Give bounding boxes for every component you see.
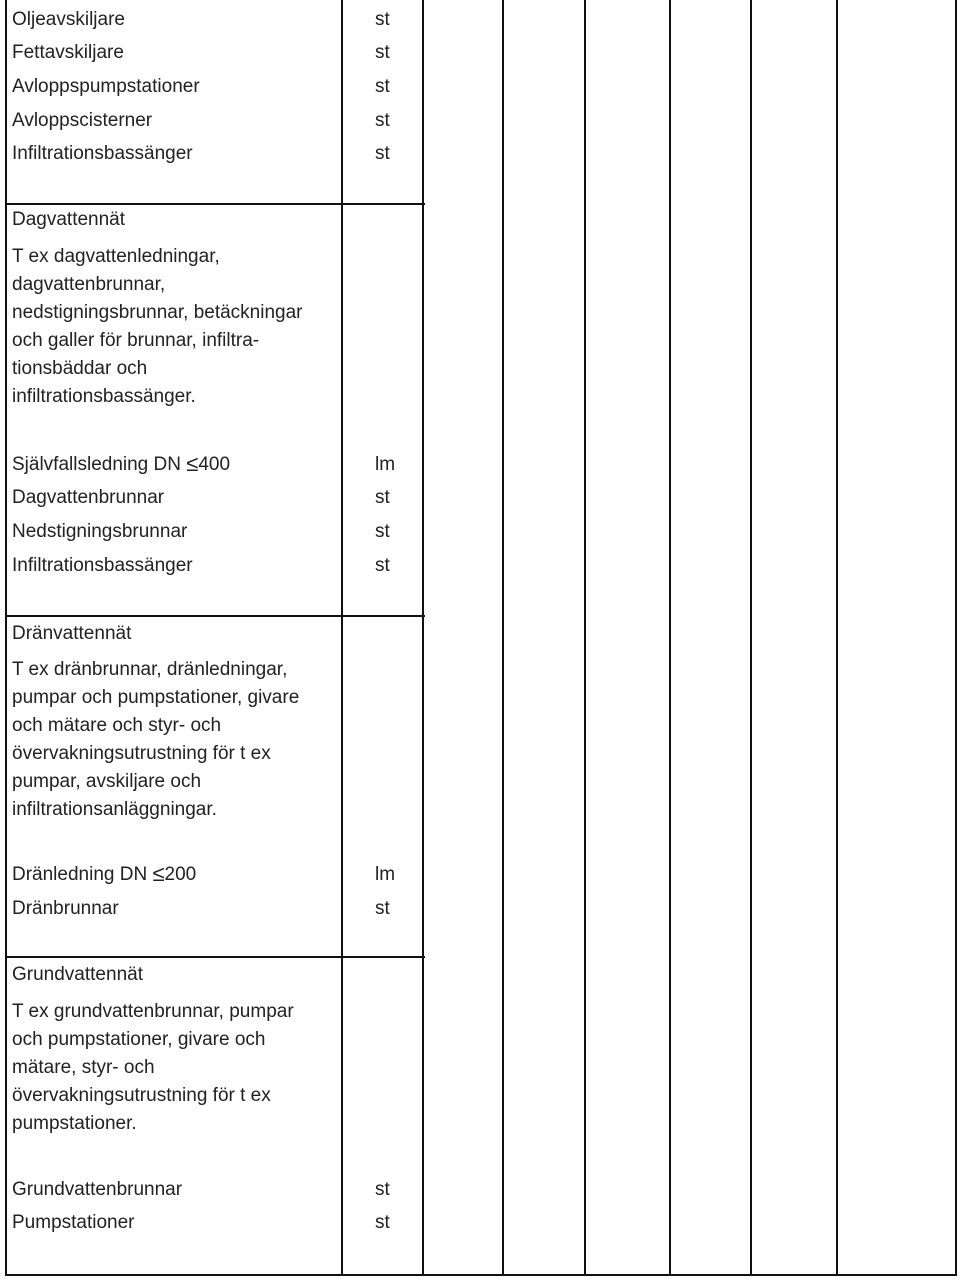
row-unit: st xyxy=(375,487,390,508)
row-label: Nedstigningsbrunnar xyxy=(12,521,188,542)
row-label xyxy=(12,451,230,479)
row-unit: st xyxy=(375,521,390,542)
section-divider xyxy=(7,615,425,617)
row-label: Avloppscisterner xyxy=(12,110,153,131)
row-unit: st xyxy=(375,555,390,576)
column-divider xyxy=(750,0,752,1274)
row-label: Dränbrunnar xyxy=(12,898,119,919)
row-label: Grundvattenbrunnar xyxy=(12,1179,183,1200)
column-divider xyxy=(502,0,504,1274)
section-divider xyxy=(7,956,425,958)
column-divider xyxy=(341,0,343,1274)
row-label: Oljeavskiljare xyxy=(12,9,125,30)
row-unit: st xyxy=(375,1179,390,1200)
section-heading: Grundvattennät xyxy=(12,964,143,985)
row-label xyxy=(12,861,196,889)
row-unit: st xyxy=(375,143,390,164)
row-unit: lm xyxy=(375,454,396,475)
less-equal-symbol: ≤ xyxy=(152,861,165,886)
row-label: Fettavskiljare xyxy=(12,42,124,63)
section-heading: Dagvattennät xyxy=(12,209,126,230)
column-divider xyxy=(584,0,586,1274)
section-description: T ex dagvattenledningar, dagvattenbrunnar, nedstigningsbrunnar, betäckningar och galler för brunnar, infiltra- tionsbäddar och infiltrationsbassänger. xyxy=(12,246,303,407)
section-description: T ex grundvattenbrunnar, pumpar och pumpstationer, givare och mätare, styr- och övervakningsutrustning för t ex pumpstationer. xyxy=(12,1001,294,1134)
quantity-table xyxy=(5,0,957,1276)
row-label: Infiltrationsbassänger xyxy=(12,143,193,164)
row-unit: st xyxy=(375,9,390,30)
section-heading: Dränvattennät xyxy=(12,623,132,644)
row-unit: st xyxy=(375,1212,390,1233)
row-label-prefix: Självfallsledning DN xyxy=(12,454,187,475)
row-label: Dagvattenbrunnar xyxy=(12,487,165,508)
column-divider xyxy=(422,0,424,1274)
section-divider xyxy=(7,203,425,205)
column-divider xyxy=(836,0,838,1274)
column-divider xyxy=(669,0,671,1274)
row-label-prefix: Dränledning DN xyxy=(12,864,153,885)
less-equal-symbol: ≤ xyxy=(186,451,199,476)
row-label: Pumpstationer xyxy=(12,1212,135,1233)
row-label: Avloppspumpstationer xyxy=(12,76,200,97)
row-unit: st xyxy=(375,110,390,131)
row-unit: lm xyxy=(375,864,396,885)
row-label: Infiltrationsbassänger xyxy=(12,555,193,576)
section-description: T ex dränbrunnar, dränledningar, pumpar och pumpstationer, givare och mätare och styr- och övervakningsutrustning för t ex pumpar, avskiljare och infiltrationsanläggningar. xyxy=(12,659,300,820)
row-unit: st xyxy=(375,898,390,919)
row-unit: st xyxy=(375,42,390,63)
row-label-suffix: 200 xyxy=(164,864,197,885)
row-label-suffix: 400 xyxy=(198,454,231,475)
row-unit: st xyxy=(375,76,390,97)
